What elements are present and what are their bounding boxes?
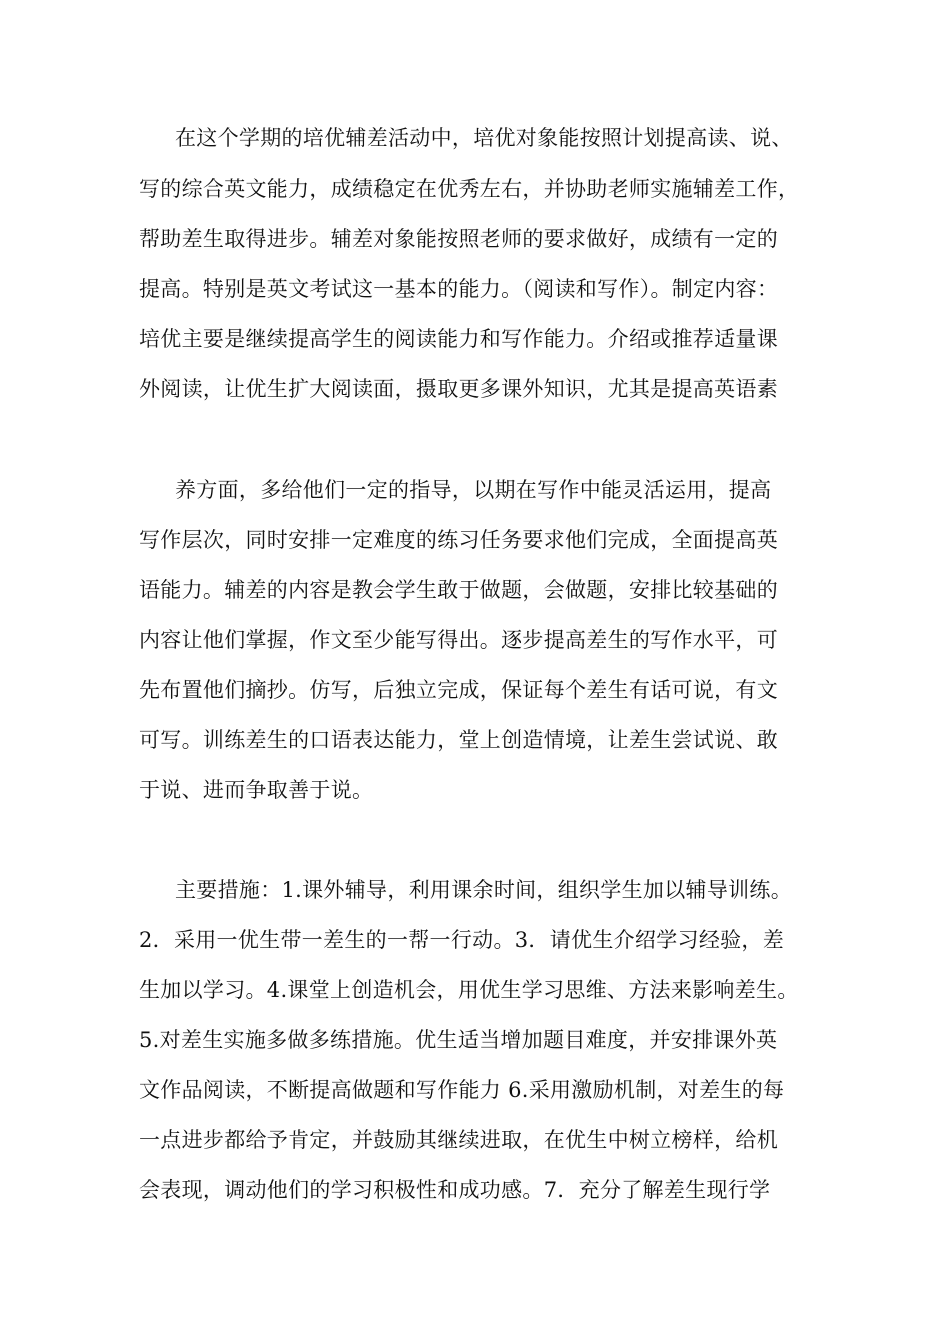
paragraph-line: 5.对差生实施多做多练措施。优生适当增加题目难度，并安排课外英: [139, 1028, 778, 1052]
paragraph-line: 可写。训练差生的口语表达能力，堂上创造情境，让差生尝试说、敢: [139, 728, 778, 752]
paragraph-line: 语能力。辅差的内容是教会学生敢于做题，会做题，安排比较基础的: [139, 578, 778, 602]
paragraph-line: 提高。特别是英文考试这一基本的能力。（阅读和写作）。制定内容：: [139, 277, 779, 301]
paragraph-line: 写作层次，同时安排一定难度的练习任务要求他们完成，全面提高英: [139, 528, 778, 552]
paragraph-line: 会表现，调动他们的学习积极性和成功感。7．充分了解差生现行学: [139, 1178, 771, 1202]
paragraph-line: 主要措施：1.课外辅导，利用课余时间，组织学生加以辅导训练。: [175, 878, 793, 902]
paragraph-line: 养方面，多给他们一定的指导，以期在写作中能灵活运用，提高: [175, 478, 772, 502]
paragraph-line: 在这个学期的培优辅差活动中，培优对象能按照计划提高读、说、: [175, 126, 793, 150]
paragraph-line: 生加以学习。4.课堂上创造机会，用优生学习思维、方法来影响差生。: [139, 978, 799, 1002]
paragraph-line: 写的综合英文能力，成绩稳定在优秀左右，并协助老师实施辅差工作，: [139, 177, 800, 201]
paragraph-line: 内容让他们掌握，作文至少能写得出。逐步提高差生的写作水平，可: [139, 628, 778, 652]
paragraph-line: 帮助差生取得进步。辅差对象能按照老师的要求做好，成绩有一定的: [139, 227, 778, 251]
paragraph-line: 2．采用一优生带一差生的一帮一行动。3．请优生介绍学习经验，差: [139, 928, 785, 952]
paragraph-line: 文作品阅读，不断提高做题和写作能力 6.采用激励机制，对差生的每: [139, 1078, 785, 1102]
paragraph-line: 先布置他们摘抄。仿写，后独立完成，保证每个差生有话可说，有文: [139, 678, 778, 702]
paragraph-line: 一点进步都给予肯定，并鼓励其继续进取，在优生中树立榜样，给机: [139, 1128, 778, 1152]
paragraph-line: 外阅读，让优生扩大阅读面，摄取更多课外知识，尤其是提高英语素: [139, 377, 778, 401]
paragraph-line: 培优主要是继续提高学生的阅读能力和写作能力。介绍或推荐适量课: [139, 327, 778, 351]
paragraph-line: 于说、进而争取善于说。: [139, 778, 374, 802]
